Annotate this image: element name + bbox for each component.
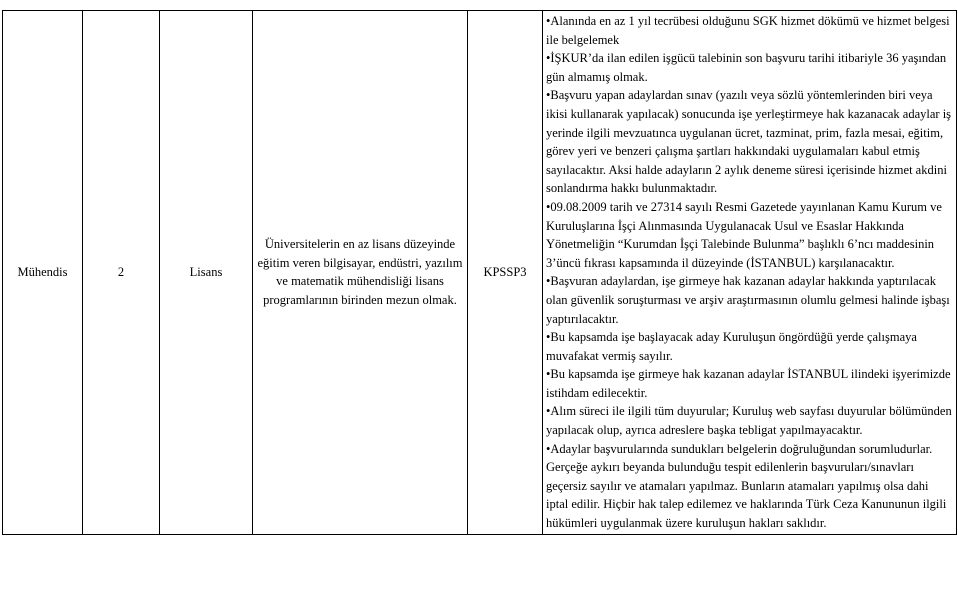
education-cell [160, 11, 253, 535]
count-text: 2 [117, 265, 125, 280]
exam-cell [468, 11, 543, 535]
requirement-item: •Bu kapsamda işe girmeye hak kazanan adaylar İSTANBUL ilindeki işyerimizde istihdam edilecektir. [546, 367, 951, 400]
job-posting-table [2, 10, 957, 535]
requirements-cell [543, 11, 957, 535]
exam-text: KPSSP3 [483, 265, 527, 280]
table-row [3, 11, 957, 535]
requirement-item: •Adaylar başvurularında sundukları belgelerin doğruluğundan sorumludurlar. Gerçeğe aykırı beyanda bulunduğu tespit edilenlerin başvuruları/sınavları geçersiz sayılır ve atamaları yapılmaz. Bunların atamaları yapılmış olsa dahi iptal edilir. Hiçbir hak talep edilemez ve haklarında Türk Ceza Kanununun ilgili hükümleri uygulanmak üzere kuruluşun hakları saklıdır. [546, 441, 947, 531]
education-text: Lisans [189, 265, 223, 280]
position-text: Mühendis [17, 265, 68, 280]
qualification-text: Üniversitelerin en az lisans düzeyinde eğitim veren bilgisayar, endüstri, yazılım ve matematik mühendisliği lisans programlarının birinden mezun olmak. [257, 237, 463, 307]
count-cell [83, 11, 160, 535]
qualification-cell [253, 11, 468, 535]
requirement-item: •09.08.2009 tarih ve 27314 sayılı Resmi Gazetede yayınlanan Kamu Kurum ve Kuruluşlarına İşçi Alınmasında Uygulanacak Usul ve Esaslar Hakkında Yönetmeliğin “Kurumdan İşçi Talebinde Bulunma” başlıklı 6’ncı maddesinin 3’üncü fıkrası kapsamında il düzeyinde (İSTANBUL) karşılanacaktır. [546, 199, 942, 270]
requirement-item: •Alanında en az 1 yıl tecrübesi olduğunu SGK hizmet dökümü ve hizmet belgesi ile belgelemek [546, 14, 950, 47]
requirement-item: •İŞKUR’da ilan edilen işgücü talebinin son başvuru tarihi itibariyle 36 yaşından gün almamış olmak. [546, 51, 947, 84]
requirement-item: •Başvuran adaylardan, işe girmeye hak kazanan adaylar hakkında yaptırılacak olan güvenlik soruşturması ve arşiv araştırmasının olumlu gelmesi halinde işbaşı yaptırılacaktır. [546, 274, 950, 326]
requirement-item: •Başvuru yapan adaylardan sınav (yazılı veya sözlü yöntemlerinden biri veya ikisi kullanarak yapılacak) sonucunda işe yerleştirmeye hak kazanacak adaylar iş yerinde ilgili mevzuatınca uygulanan ücret, tazminat, prim, fazla mesai, eğitim, görev yeri ve benzeri çalışma şartları hakkındaki uygulamaları kabul etmiş sayılacaktır. Aksi halde adayların 2 aylık deneme süresi içerisinde hizmet akdini sonlandırma hakkı bulunmaktadır. [546, 88, 952, 196]
requirement-item: •Bu kapsamda işe başlayacak aday Kuruluşun öngördüğü yerde çalışmaya muvafakat vermiş sayılır. [546, 330, 917, 363]
requirement-item: •Alım süreci ile ilgili tüm duyurular; Kuruluş web sayfası duyurular bölümünden yapılacak olup, ayrıca adreslere başka tebligat yapılmayacaktır. [546, 404, 952, 438]
position-cell [3, 11, 83, 535]
